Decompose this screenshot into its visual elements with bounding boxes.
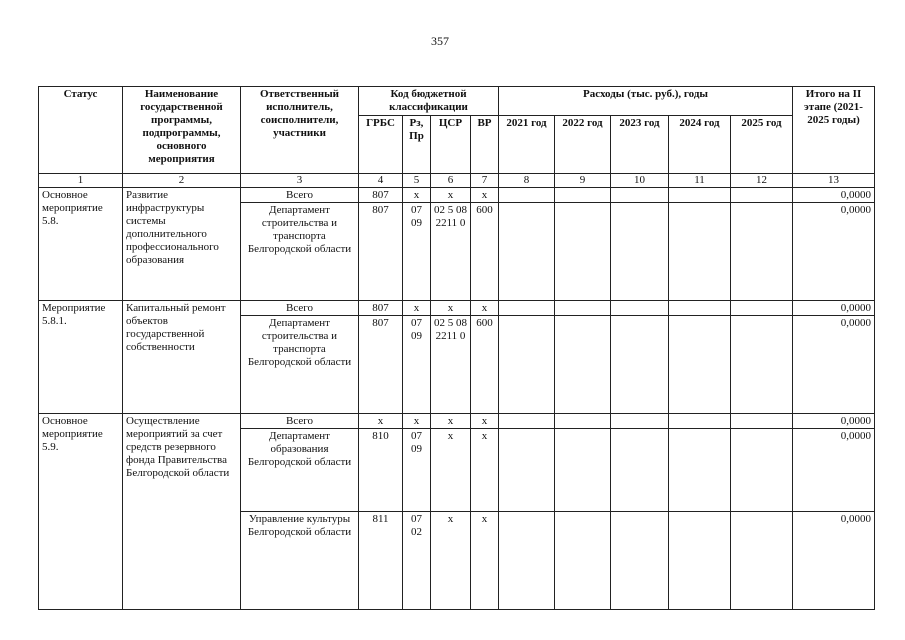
grbs-cell: 807: [359, 188, 403, 203]
table-row: [39, 188, 875, 203]
empty-cell: [669, 203, 731, 301]
empty-cell: [731, 316, 793, 414]
empty-cell: [555, 301, 611, 316]
header-expenses: Расходы (тыс. руб.), годы: [499, 87, 793, 116]
empty-cell: [555, 316, 611, 414]
total-cell: 0,0000: [793, 512, 875, 610]
total-cell: 0,0000: [793, 429, 875, 512]
vr-cell: 600: [471, 316, 499, 414]
csr-cell: х: [431, 188, 471, 203]
budget-table: [38, 86, 875, 610]
empty-cell: [611, 512, 669, 610]
empty-cell: [499, 203, 555, 301]
rz-cell: 07 09: [403, 429, 431, 512]
total-cell: 0,0000: [793, 301, 875, 316]
empty-cell: [669, 301, 731, 316]
header-executor: Ответственный исполнитель, соисполнители, участники: [241, 87, 359, 174]
header-2022: 2022 год: [555, 116, 611, 174]
empty-cell: [611, 316, 669, 414]
rz-cell: 07 09: [403, 203, 431, 301]
col-num: 9: [555, 174, 611, 188]
csr-cell: х: [431, 414, 471, 429]
vr-cell: х: [471, 512, 499, 610]
rz-cell: х: [403, 188, 431, 203]
executor-cell: Всего: [241, 188, 359, 203]
csr-cell: 02 5 08 2211 0: [431, 203, 471, 301]
status-cell: Основное мероприятие 5.9.: [39, 414, 123, 610]
total-cell: 0,0000: [793, 414, 875, 429]
col-num: 3: [241, 174, 359, 188]
header-csr: ЦСР: [431, 116, 471, 174]
header-budget-code: Код бюджетной классификации: [359, 87, 499, 116]
header-2025: 2025 год: [731, 116, 793, 174]
empty-cell: [669, 188, 731, 203]
csr-cell: 02 5 08 2211 0: [431, 316, 471, 414]
table-row: [39, 301, 875, 316]
col-num: 5: [403, 174, 431, 188]
status-cell: Основное мероприятие 5.8.: [39, 188, 123, 301]
grbs-cell: 811: [359, 512, 403, 610]
name-cell: Развитие инфраструктуры системы дополнительного профессионального образования: [123, 188, 241, 301]
rz-cell: 07 09: [403, 316, 431, 414]
table-row: [39, 414, 875, 429]
empty-cell: [555, 512, 611, 610]
rz-cell: х: [403, 414, 431, 429]
header-rz-pr: Рз, Пр: [403, 116, 431, 174]
empty-cell: [731, 301, 793, 316]
rz-cell: х: [403, 301, 431, 316]
grbs-cell: 807: [359, 301, 403, 316]
col-num: 6: [431, 174, 471, 188]
empty-cell: [611, 203, 669, 301]
empty-cell: [555, 414, 611, 429]
empty-cell: [611, 188, 669, 203]
empty-cell: [669, 316, 731, 414]
executor-cell: Департамент строительства и транспорта Белгородской области: [241, 203, 359, 301]
empty-cell: [731, 188, 793, 203]
total-cell: 0,0000: [793, 188, 875, 203]
empty-cell: [499, 188, 555, 203]
header-name: Наименование государственной программы, подпрограммы, основного мероприятия: [123, 87, 241, 174]
rz-cell: 07 02: [403, 512, 431, 610]
header-2021: 2021 год: [499, 116, 555, 174]
empty-cell: [555, 429, 611, 512]
total-cell: 0,0000: [793, 203, 875, 301]
status-cell: Мероприятие 5.8.1.: [39, 301, 123, 414]
vr-cell: х: [471, 414, 499, 429]
column-numbers-row: [39, 174, 875, 188]
empty-cell: [731, 414, 793, 429]
header-grbs: ГРБС: [359, 116, 403, 174]
vr-cell: х: [471, 429, 499, 512]
col-num: 7: [471, 174, 499, 188]
executor-cell: Департамент образования Белгородской области: [241, 429, 359, 512]
empty-cell: [669, 512, 731, 610]
empty-cell: [611, 414, 669, 429]
empty-cell: [669, 429, 731, 512]
empty-cell: [499, 512, 555, 610]
executor-cell: Всего: [241, 414, 359, 429]
col-num: 13: [793, 174, 875, 188]
empty-cell: [555, 203, 611, 301]
header-2024: 2024 год: [669, 116, 731, 174]
col-num: 1: [39, 174, 123, 188]
empty-cell: [499, 429, 555, 512]
empty-cell: [669, 414, 731, 429]
col-num: 8: [499, 174, 555, 188]
empty-cell: [499, 316, 555, 414]
name-cell: Капитальный ремонт объектов государственной собственности: [123, 301, 241, 414]
col-num: 12: [731, 174, 793, 188]
name-cell: Осуществление мероприятий за счет средств резервного фонда Правительства Белгородской области: [123, 414, 241, 610]
empty-cell: [499, 414, 555, 429]
executor-cell: Всего: [241, 301, 359, 316]
empty-cell: [611, 429, 669, 512]
col-num: 4: [359, 174, 403, 188]
vr-cell: 600: [471, 203, 499, 301]
empty-cell: [499, 301, 555, 316]
grbs-cell: х: [359, 414, 403, 429]
empty-cell: [555, 188, 611, 203]
executor-cell: Управление культуры Белгородской области: [241, 512, 359, 610]
vr-cell: х: [471, 188, 499, 203]
header-vr: ВР: [471, 116, 499, 174]
empty-cell: [611, 301, 669, 316]
empty-cell: [731, 429, 793, 512]
vr-cell: х: [471, 301, 499, 316]
empty-cell: [731, 512, 793, 610]
header-row: [39, 87, 875, 116]
total-cell: 0,0000: [793, 316, 875, 414]
csr-cell: х: [431, 301, 471, 316]
col-num: 10: [611, 174, 669, 188]
csr-cell: х: [431, 512, 471, 610]
page-number: 357: [431, 34, 449, 48]
header-total: Итого на II этапе (2021-2025 годы): [793, 87, 875, 174]
grbs-cell: 810: [359, 429, 403, 512]
col-num: 11: [669, 174, 731, 188]
header-status: Статус: [39, 87, 123, 174]
csr-cell: х: [431, 429, 471, 512]
grbs-cell: 807: [359, 203, 403, 301]
col-num: 2: [123, 174, 241, 188]
empty-cell: [731, 203, 793, 301]
grbs-cell: 807: [359, 316, 403, 414]
executor-cell: Департамент строительства и транспорта Белгородской области: [241, 316, 359, 414]
header-2023: 2023 год: [611, 116, 669, 174]
